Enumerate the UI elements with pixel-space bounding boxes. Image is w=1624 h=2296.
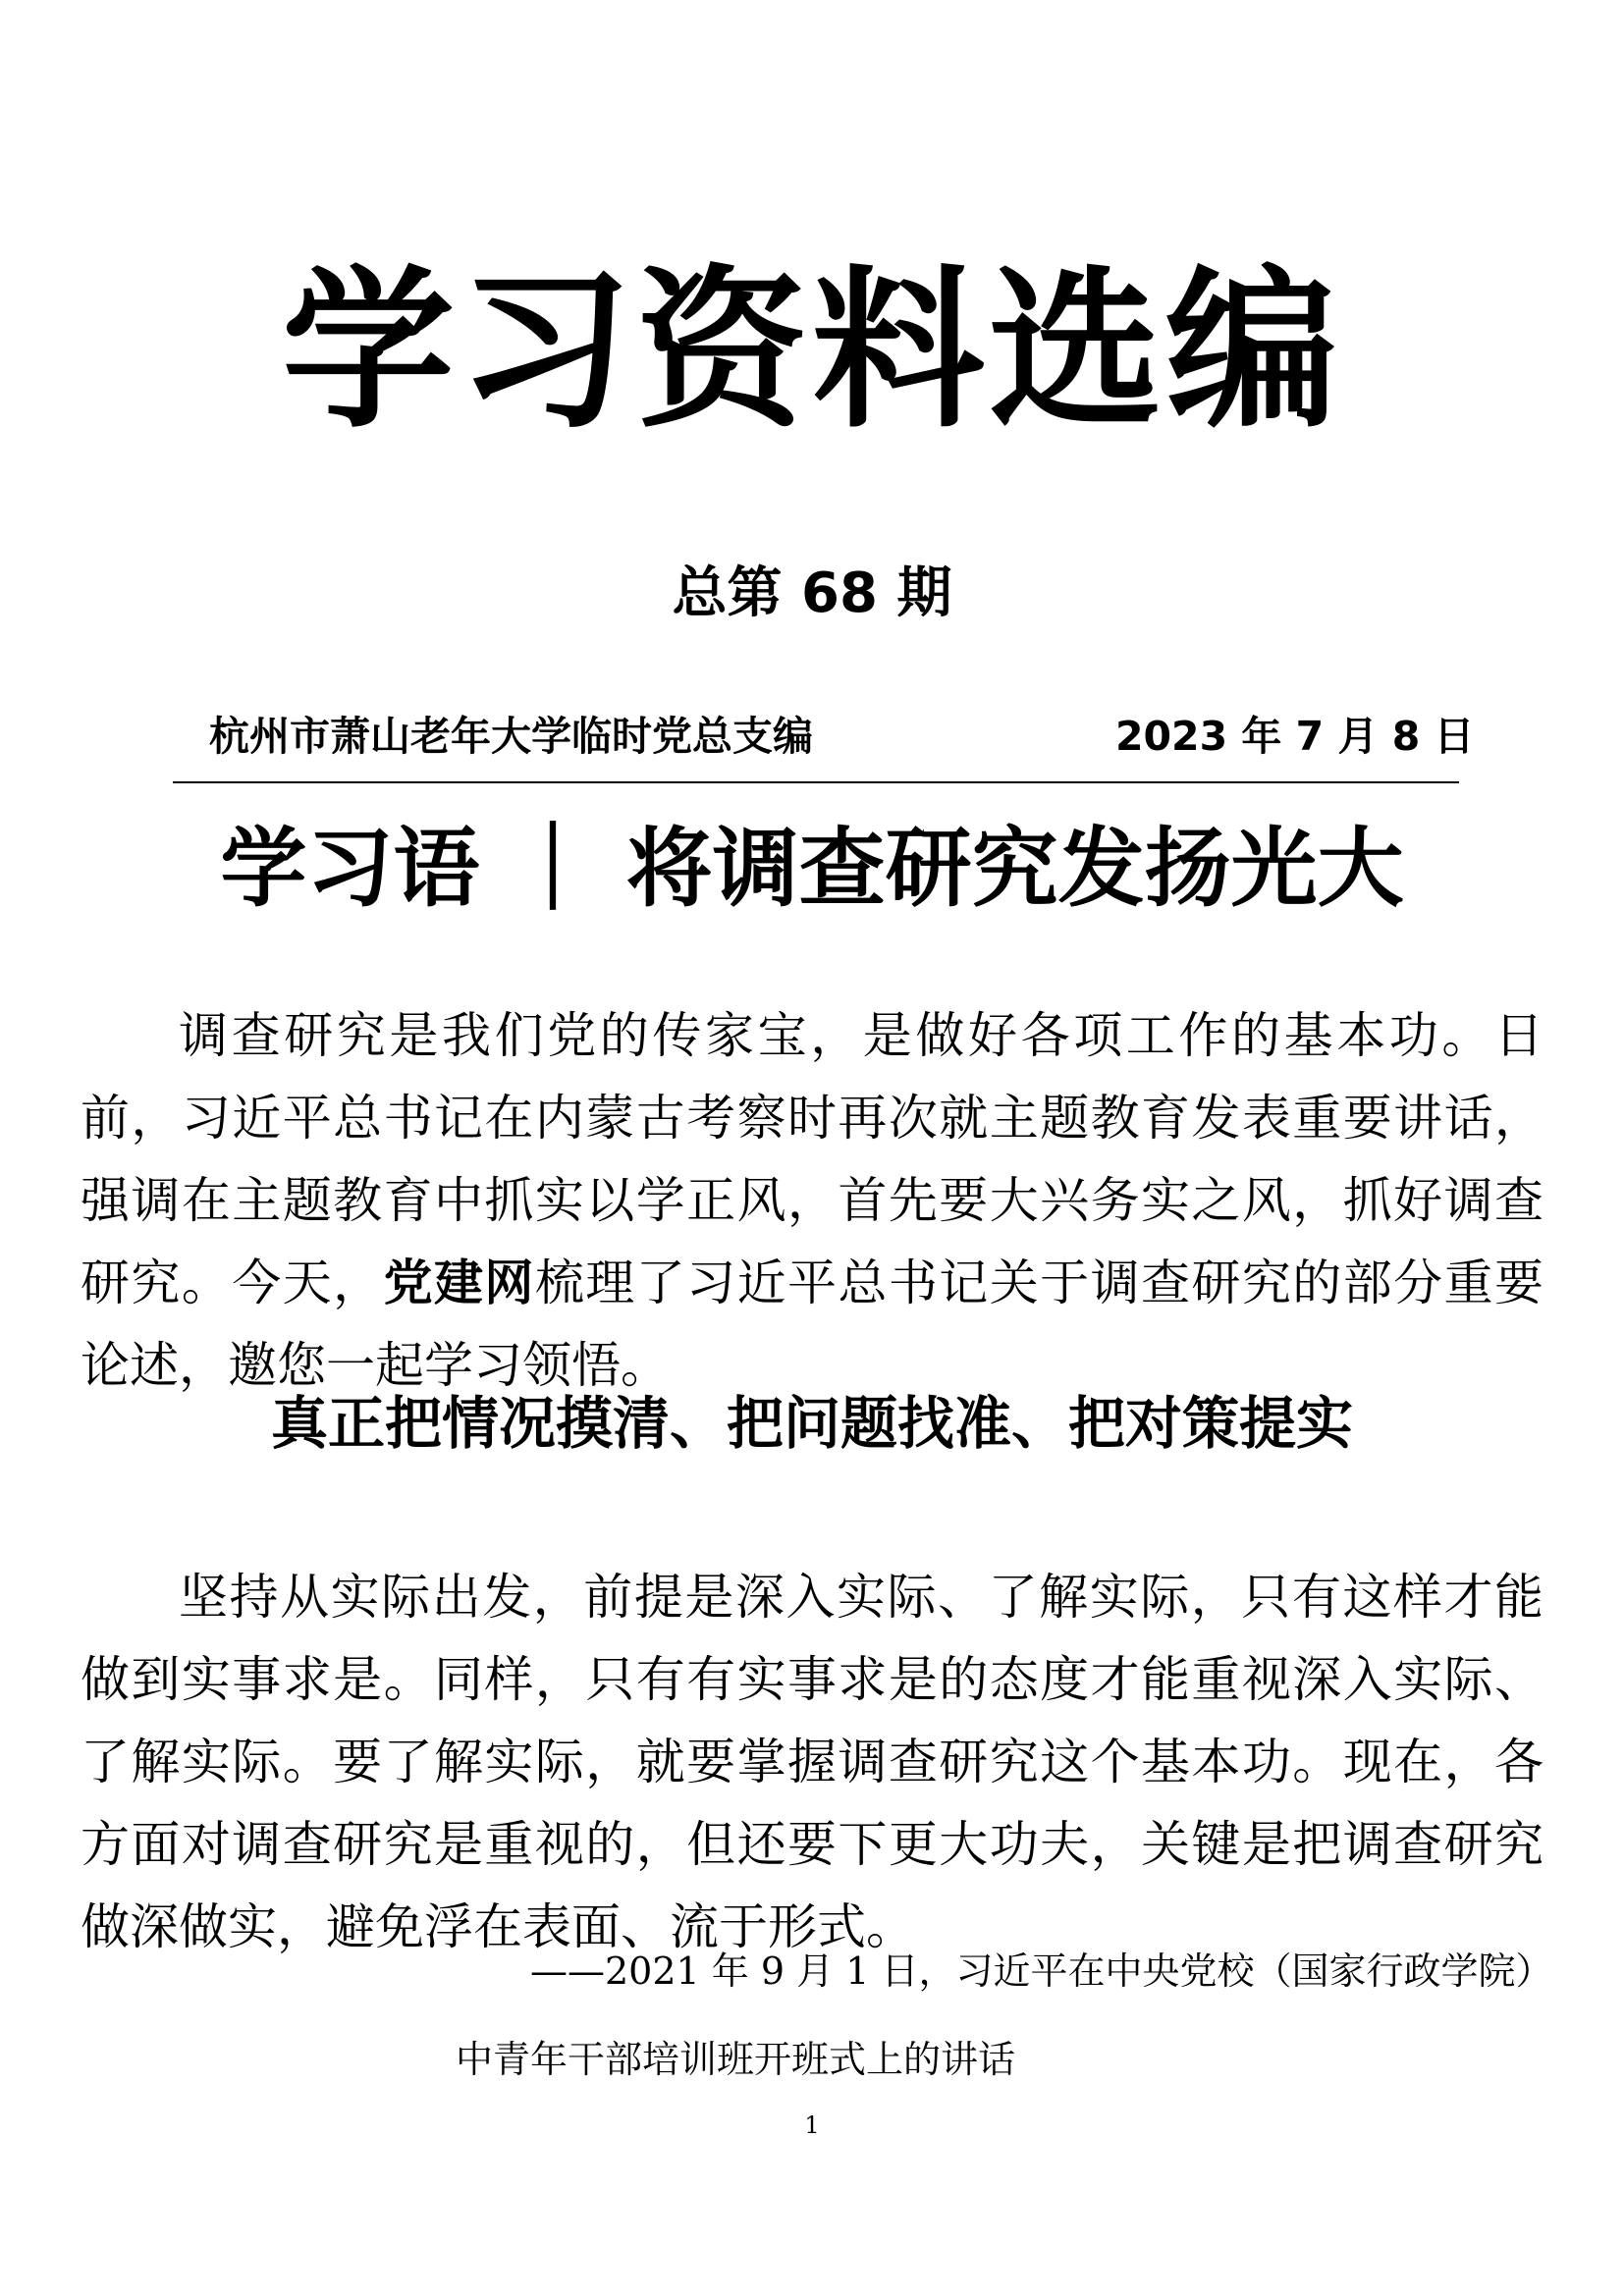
intro-paragraph xyxy=(81,994,1543,1407)
issue-number: 总第 68 期 xyxy=(672,561,952,625)
intro-emphasis: 党建网 xyxy=(383,1255,535,1311)
intro-text-end: 梳理了习近平总书记关于调查研究的部分重要论述，邀您一起学习领悟。 xyxy=(81,1255,1544,1394)
publisher-line: 杭州市萧山老年大学临时党总支编 xyxy=(209,713,813,760)
quote-paragraph: 坚持从实际出发，前提是深入实际、了解实际，只有这样才能做到实事求是。同样，只有有实事求是的态度才能重视深入实际、了解实际。要了解实际，就要掌握调查研究这个基本功。现在，各方面对调查研究是重视的，但还要下更大功夫，关键是把调查研究做深做实，避免浮在表面、流于形式。 xyxy=(81,1569,1543,1955)
header-divider xyxy=(173,781,1459,783)
page-number: 1 xyxy=(804,2111,820,2139)
quote-source-line-2: 中青年干部培训班开班式上的讲话 xyxy=(456,2038,1016,2081)
article-title: 学习语 ｜ 将调查研究发扬光大 xyxy=(220,818,1404,919)
publication-date: 2023 年 7 月 8 日 xyxy=(1115,713,1475,760)
intro-text-start: 调查研究是我们党的传家宝，是做好各项工作的基本功。日前，习近平总书记在内蒙古考察时再次就主题教育发表重要讲话，强调在主题教育中抓实以学正风，首先要大兴务实之风，抓好调查研究。今天， xyxy=(81,1007,1543,1311)
publication-title: 学习资料选编 xyxy=(281,250,1342,452)
quote-source-line-1: ——2021 年 9 月 1 日，习近平在中央党校（国家行政学院） xyxy=(530,1949,1553,1993)
section-heading: 真正把情况摸清、把问题找准、把对策提实 xyxy=(270,1390,1353,1457)
